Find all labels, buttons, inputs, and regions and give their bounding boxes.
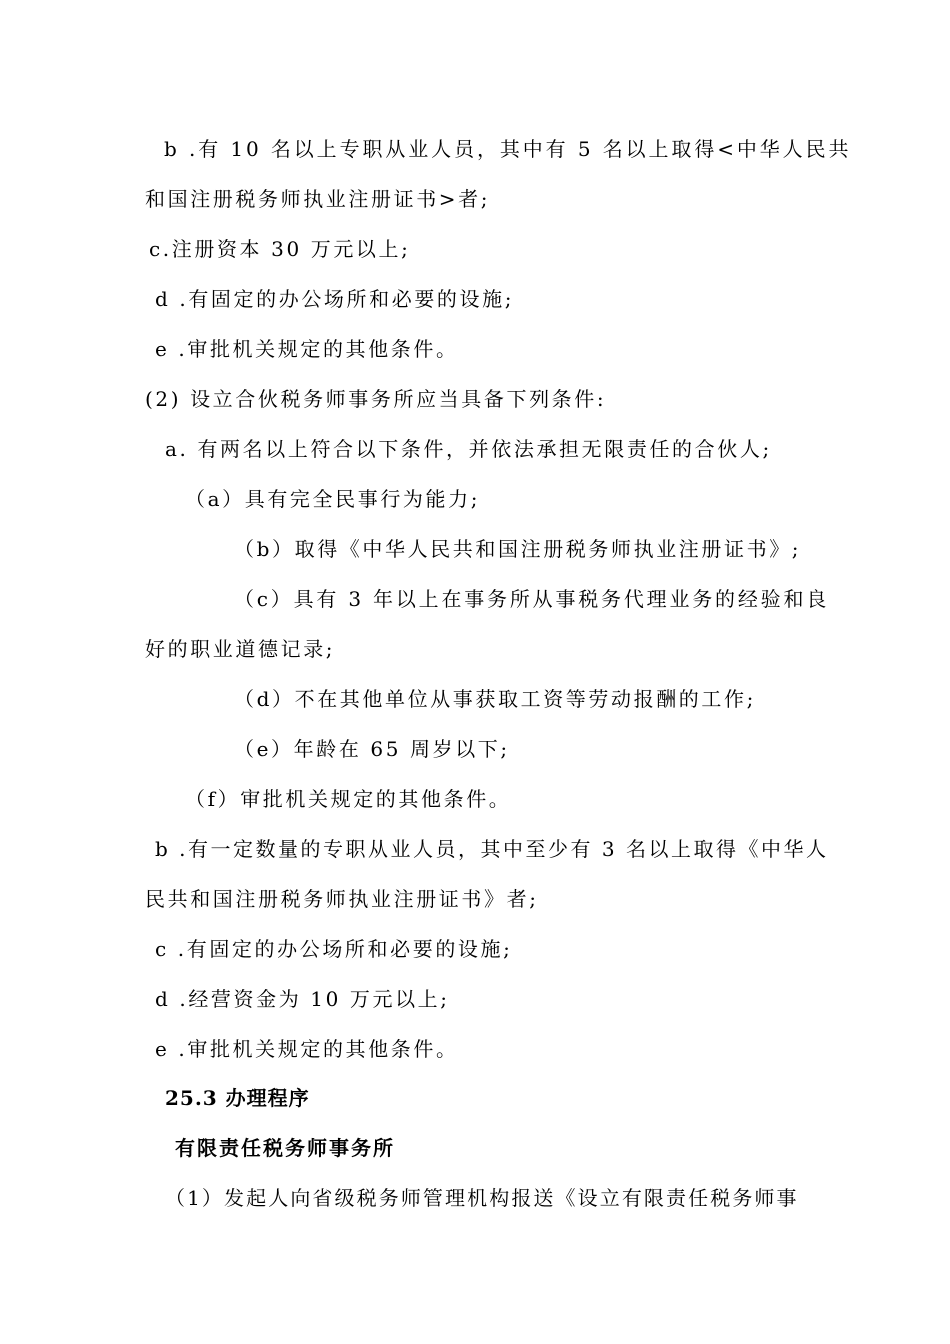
text-line: （1）发起人向省级税务师管理机构报送《设立有限责任税务师事 [165, 1186, 799, 1210]
text-line: 民共和国注册税务师执业注册证书》者; [145, 887, 539, 911]
section-heading: 25.3 办理程序 [165, 1086, 310, 1110]
text-line: （f）审批机关规定的其他条件。 [185, 787, 512, 811]
text-line: c.注册资本 30 万元以上; [149, 237, 411, 261]
text-line: （c）具有 3 年以上在事务所从事税务代理业务的经验和良 [234, 587, 830, 611]
text-line: 和国注册税务师执业注册证书>者; [145, 187, 491, 211]
text-line: 好的职业道德记录; [145, 637, 336, 661]
text-line: （a）具有完全民事行为能力; [185, 487, 481, 511]
text-line: （e）年龄在 65 周岁以下; [234, 737, 510, 761]
text-line: d .有固定的办公场所和必要的设施; [155, 287, 515, 311]
text-line: (2) 设立合伙税务师事务所应当具备下列条件: [145, 387, 607, 411]
text-line: b .有 10 名以上专职从业人员，其中有 5 名以上取得<中华人民共 [164, 137, 852, 161]
text-line: c .有固定的办公场所和必要的设施; [155, 937, 513, 961]
text-line: b .有一定数量的专职从业人员，其中至少有 3 名以上取得《中华人 [155, 837, 829, 861]
text-line: （d）不在其他单位从事获取工资等劳动报酬的工作; [234, 687, 756, 711]
text-line: d .经营资金为 10 万元以上; [155, 987, 450, 1011]
text-line: （b）取得《中华人民共和国注册税务师执业注册证书》; [234, 537, 802, 561]
text-line: e .审批机关规定的其他条件。 [155, 337, 459, 361]
text-line: e .审批机关规定的其他条件。 [155, 1037, 459, 1061]
subsection-heading: 有限责任税务师事务所 [175, 1136, 395, 1160]
text-line: a. 有两名以上符合以下条件，并依法承担无限责任的合伙人; [165, 437, 772, 461]
